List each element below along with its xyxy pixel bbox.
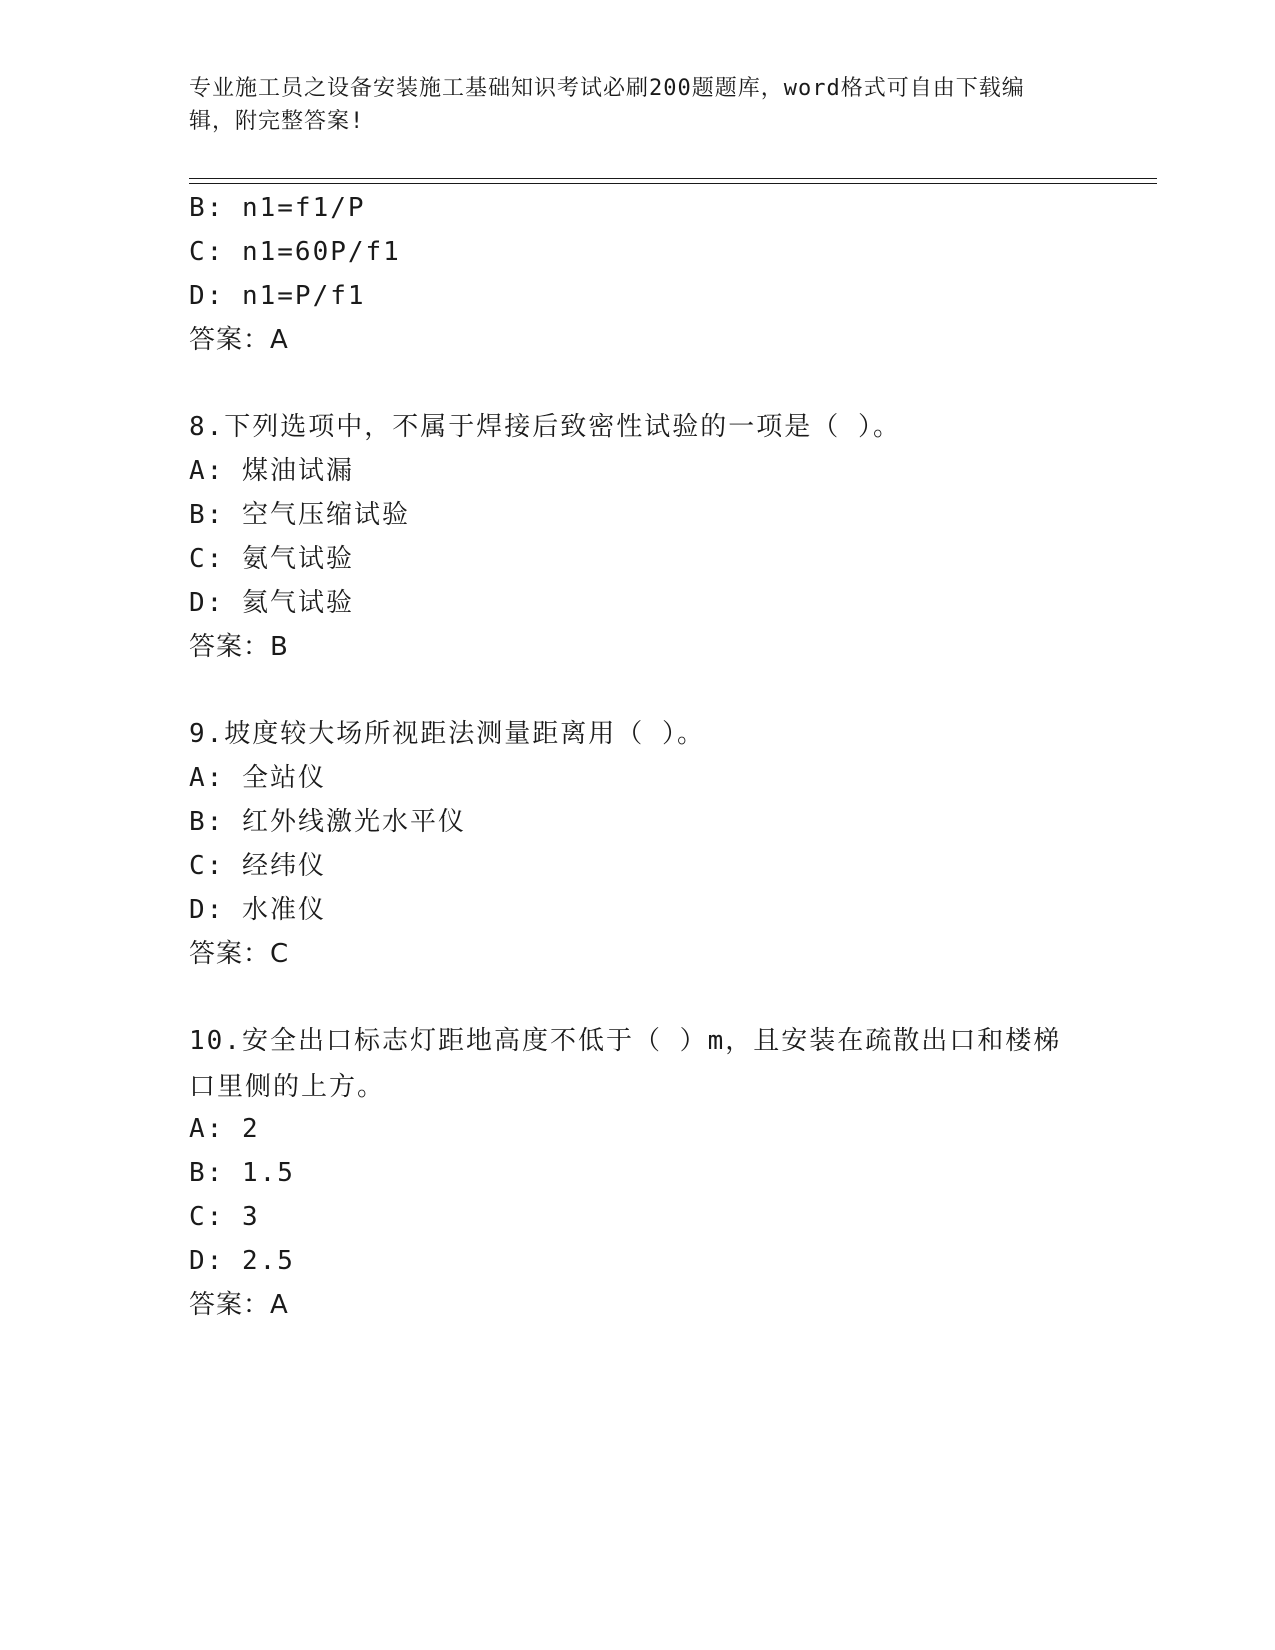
q8-option-c: C: 氨气试验 bbox=[189, 544, 354, 574]
q10-option-b: B: 1.5 bbox=[189, 1158, 295, 1188]
q7-option-d: D: n1=P/f1 bbox=[189, 281, 366, 311]
header-divider-bottom bbox=[189, 183, 1157, 184]
q8-option-d: D: 氦气试验 bbox=[189, 588, 354, 618]
q9-option-a: A: 全站仪 bbox=[189, 763, 326, 793]
q10-option-d: D: 2.5 bbox=[189, 1246, 295, 1276]
q10-stem: 10.安全出口标志灯距地高度不低于（ ）m，且安装在疏散出口和楼梯口里侧的上方。 bbox=[189, 1026, 1062, 1102]
q8-option-a: A: 煤油试漏 bbox=[189, 456, 354, 486]
q8-option-b: B: 空气压缩试验 bbox=[189, 500, 410, 530]
q7-option-b: B: n1=f1/P bbox=[189, 193, 366, 223]
q9-option-c: C: 经纬仪 bbox=[189, 851, 326, 881]
q10-option-c: C: 3 bbox=[189, 1202, 260, 1232]
q7-option-c: C: n1=60P/f1 bbox=[189, 237, 401, 267]
header-divider-top bbox=[189, 178, 1157, 179]
q9-stem: 9.坡度较大场所视距法测量距离用（ ）。 bbox=[189, 719, 705, 749]
q10-option-a: A: 2 bbox=[189, 1114, 260, 1144]
document-header: 专业施工员之设备安装施工基础知识考试必刷200题题库，word格式可自由下载编辑，附完整答案! bbox=[189, 76, 1025, 134]
q9-option-b: B: 红外线激光水平仪 bbox=[189, 807, 466, 837]
q8-answer: 答案：B bbox=[189, 632, 289, 662]
q9-option-d: D: 水准仪 bbox=[189, 895, 326, 925]
q9-answer: 答案：C bbox=[189, 939, 290, 969]
q10-answer: 答案：A bbox=[189, 1290, 289, 1320]
q7-answer: 答案：A bbox=[189, 325, 289, 355]
q8-stem: 8.下列选项中，不属于焊接后致密性试验的一项是（ ）。 bbox=[189, 412, 901, 442]
